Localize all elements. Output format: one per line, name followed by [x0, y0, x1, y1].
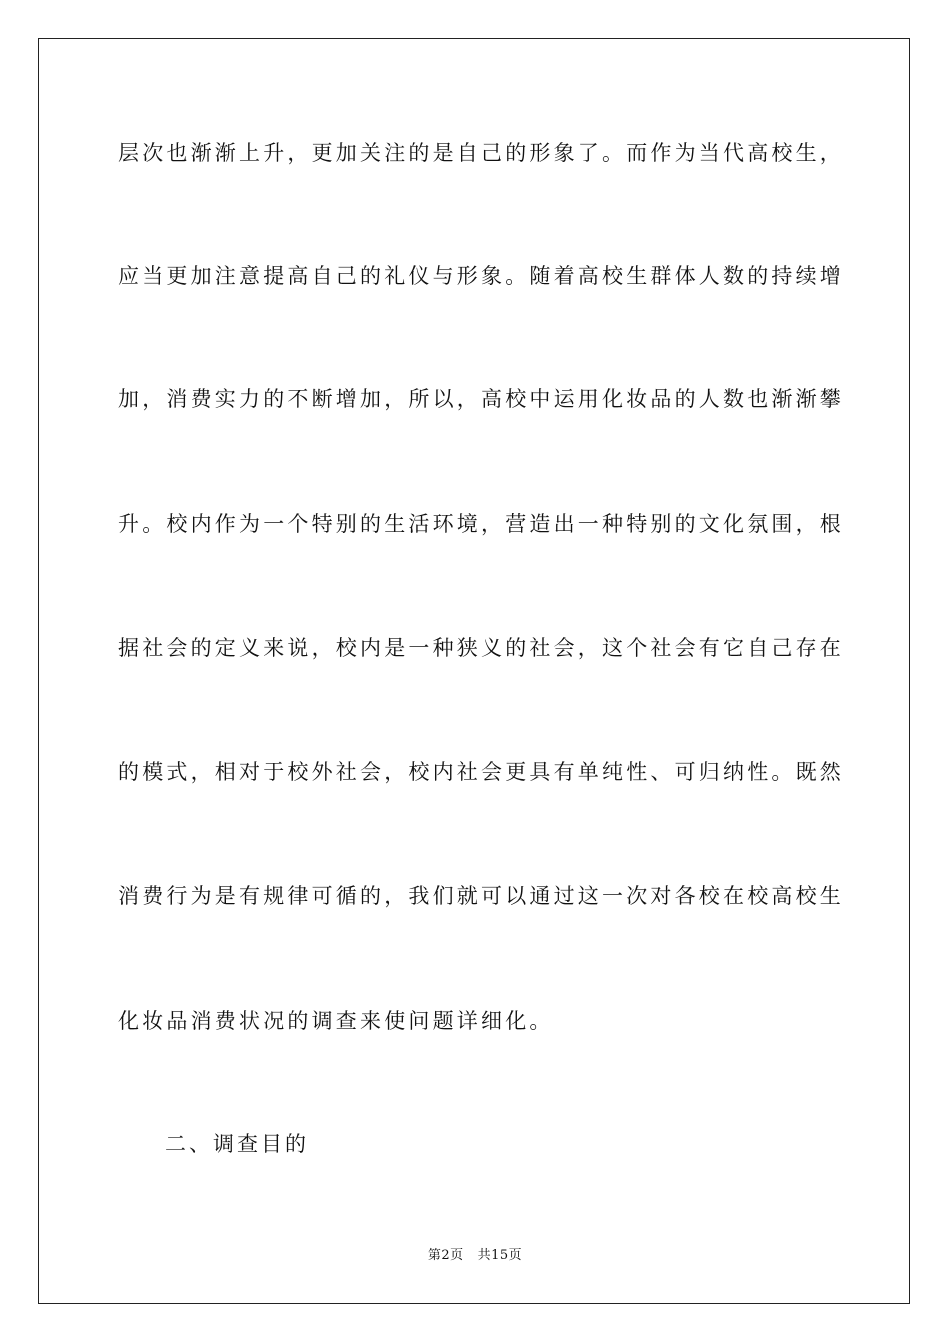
page-footer: [0, 1246, 950, 1266]
section-heading: 二、调查目的: [165, 1132, 309, 1156]
body-text-line-4: 升。校内作为一个特别的生活环境，营造出一种特别的文化氛围，根: [118, 512, 844, 536]
body-text-line-6: 的模式，相对于校外社会，校内社会更具有单纯性、可归纳性。既然: [118, 760, 844, 784]
body-text-line-8: 化妆品消费状况的调查来使问题详细化。: [118, 1009, 554, 1033]
body-text-line-7: 消费行为是有规律可循的，我们就可以通过这一次对各校在校高校生: [118, 884, 844, 908]
body-text-line-1: 层次也渐渐上升，更加关注的是自己的形象了。而作为当代高校生，: [118, 141, 844, 165]
page-number: 第2页: [427, 1248, 464, 1263]
page-total: 共15页: [477, 1248, 523, 1263]
body-text-line-3: 加，消费实力的不断增加，所以，高校中运用化妆品的人数也渐渐攀: [118, 387, 844, 411]
body-text-line-5: 据社会的定义来说，校内是一种狭义的社会，这个社会有它自己存在: [118, 636, 844, 660]
body-text-line-2: 应当更加注意提高自己的礼仪与形象。随着高校生群体人数的持续增: [118, 264, 844, 288]
page-border: [38, 38, 910, 1304]
